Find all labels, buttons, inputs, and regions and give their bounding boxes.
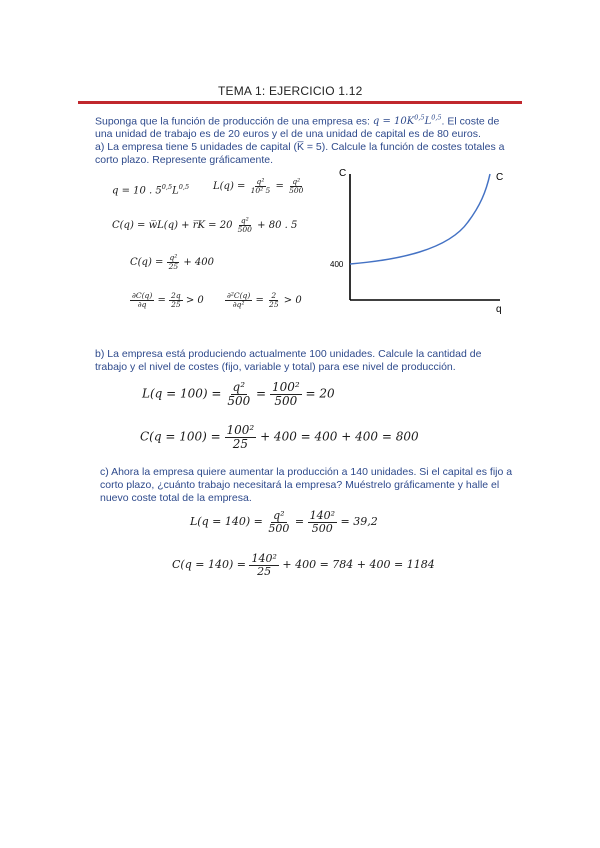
statement-line-2: una unidad de trabajo es de 20 euros y el de una unidad de capital es de 80 euros. [95,128,481,141]
eq-rhs: + 400 [183,256,214,268]
fraction [225,424,257,450]
eq-rhs: + 80 . 5 [257,219,298,231]
production-function-base: q = 10K [372,116,415,128]
fraction [267,292,281,309]
numerator: q² [169,253,178,262]
eq-lhs: L(q) = [213,180,246,192]
part-c-statement [100,466,530,505]
equation-labor-100 [142,381,335,407]
statement-text-end: . El coste de [441,115,500,128]
equals-sign: = [275,180,284,192]
cost-curve-graph [328,162,518,322]
eq-lhs: C(q) = w̅L(q) + r̅K = 20 [112,219,233,231]
statement-text: Suponga que la función de producción de una empresa es: [95,115,373,128]
equation-q [112,183,189,196]
numerator: q² [292,177,301,186]
eq-q-l: L [172,185,179,197]
fraction [266,510,291,534]
production-function [373,116,442,127]
equation-labor-demand [213,178,305,195]
denominator: 25 [232,436,249,451]
page-title: TEMA 1: EJERCICIO 1.12 [218,84,363,98]
eq-q-exp2: 0,5 [178,183,190,191]
numerator: ∂C(q) [132,291,153,300]
eq-rhs: + 400 = 784 + 400 = 1184 [282,558,435,572]
fraction [308,510,337,534]
numerator: 100² [271,380,300,394]
denominator: 500 [237,224,252,234]
fraction [287,178,305,195]
denominator: 25 [257,564,272,578]
part-b-line-1: b) La empresa está produciendo actualmente 100 unidades. Calcule la cantidad de [95,348,482,360]
numerator: q² [256,177,265,186]
exponent-k: 0,5 [414,114,425,122]
eq-rhs: = 39,2 [340,515,378,529]
production-function-l: L [424,116,432,128]
equation-labor-140 [190,510,378,534]
curve-label: C [496,172,504,183]
intercept-label: 400 [330,260,344,269]
denominator: ∂q² [232,299,245,309]
denominator: ∂q [137,299,147,309]
equation-cost-general [112,217,297,234]
equation-second-derivative [225,292,302,309]
numerator: ∂²C(q) [227,291,251,300]
numerator: q² [232,380,246,394]
eq-rhs: > 0 [283,294,302,306]
denominator: 25 [269,299,279,309]
eq-lhs: L(q = 140) = [190,515,263,529]
fraction [225,292,252,309]
exponent-l: 0,5 [431,114,442,122]
equals-sign: = [294,515,305,529]
fraction [236,217,254,234]
equation-cost-140 [172,553,435,577]
numerator: q² [273,509,285,522]
part-c-line-1: c) Ahora la empresa quiere aumentar la producción a 140 unidades. Si el capital es fijo a [100,466,513,478]
problem-statement [95,112,525,167]
numerator: 100² [226,423,255,437]
statement-line-4: corto plazo. Represente gráficamente. [95,154,274,167]
x-axis-label: q [496,304,502,315]
equation-cost-100 [140,424,419,450]
numerator: 140² [251,552,277,565]
eq-lhs: C(q = 100) = [140,429,221,444]
numerator: 2 [271,291,277,300]
eq-rhs: = 20 [305,386,335,401]
eq-lhs: C(q = 140) = [172,558,246,572]
fraction [225,381,252,407]
y-axis-label: C [339,168,347,179]
equation-cost-function [130,254,214,271]
eq-q-exp1: 0,5 [161,183,173,191]
part-c-line-3: nuevo coste total de la empresa. [100,492,252,504]
denominator: 500 [274,393,298,408]
equals-sign: = [256,386,267,401]
equals-sign: = [157,294,166,306]
numerator: 140² [309,509,335,522]
denominator: 500 [289,185,304,195]
equals-sign: = [255,294,264,306]
statement-line-3: a) La empresa tiene 5 unidades de capital (K̅ = 5). Calcule la función de costes totales a [95,141,505,154]
denominator: 25 [168,261,179,271]
numerator: 2q [171,291,181,300]
denominator: 25 [171,299,181,309]
denominator: 500 [311,521,333,535]
part-b-line-2: trabajo y el nivel de costes (fijo, variable y total) para ese nivel de producción. [95,361,456,373]
statement-line-1 [95,112,525,128]
fraction [249,553,278,577]
eq-q-base: q = 10 . 5 [112,185,162,197]
denominator: 10² 5 [250,185,271,195]
fraction [167,254,181,271]
eq-lhs: L(q = 100) = [142,386,222,401]
cost-curve [350,174,490,264]
fraction [169,292,183,309]
eq-rhs: + 400 = 400 + 400 = 800 [260,429,419,444]
equation-first-derivative [130,292,204,309]
numerator: q² [240,216,249,225]
denominator: 500 [227,393,251,408]
title-underline [78,101,522,104]
part-c-line-2: corto plazo, ¿cuánto trabajo necesitará la empresa? Muéstrelo gráficamente y halle el [100,479,500,491]
part-b-statement [95,348,525,374]
eq-lhs: C(q) = [130,256,164,268]
eq-rhs: > 0 [185,294,204,306]
denominator: 500 [268,521,290,535]
fraction [249,178,273,195]
fraction [270,381,302,407]
fraction [130,292,154,309]
